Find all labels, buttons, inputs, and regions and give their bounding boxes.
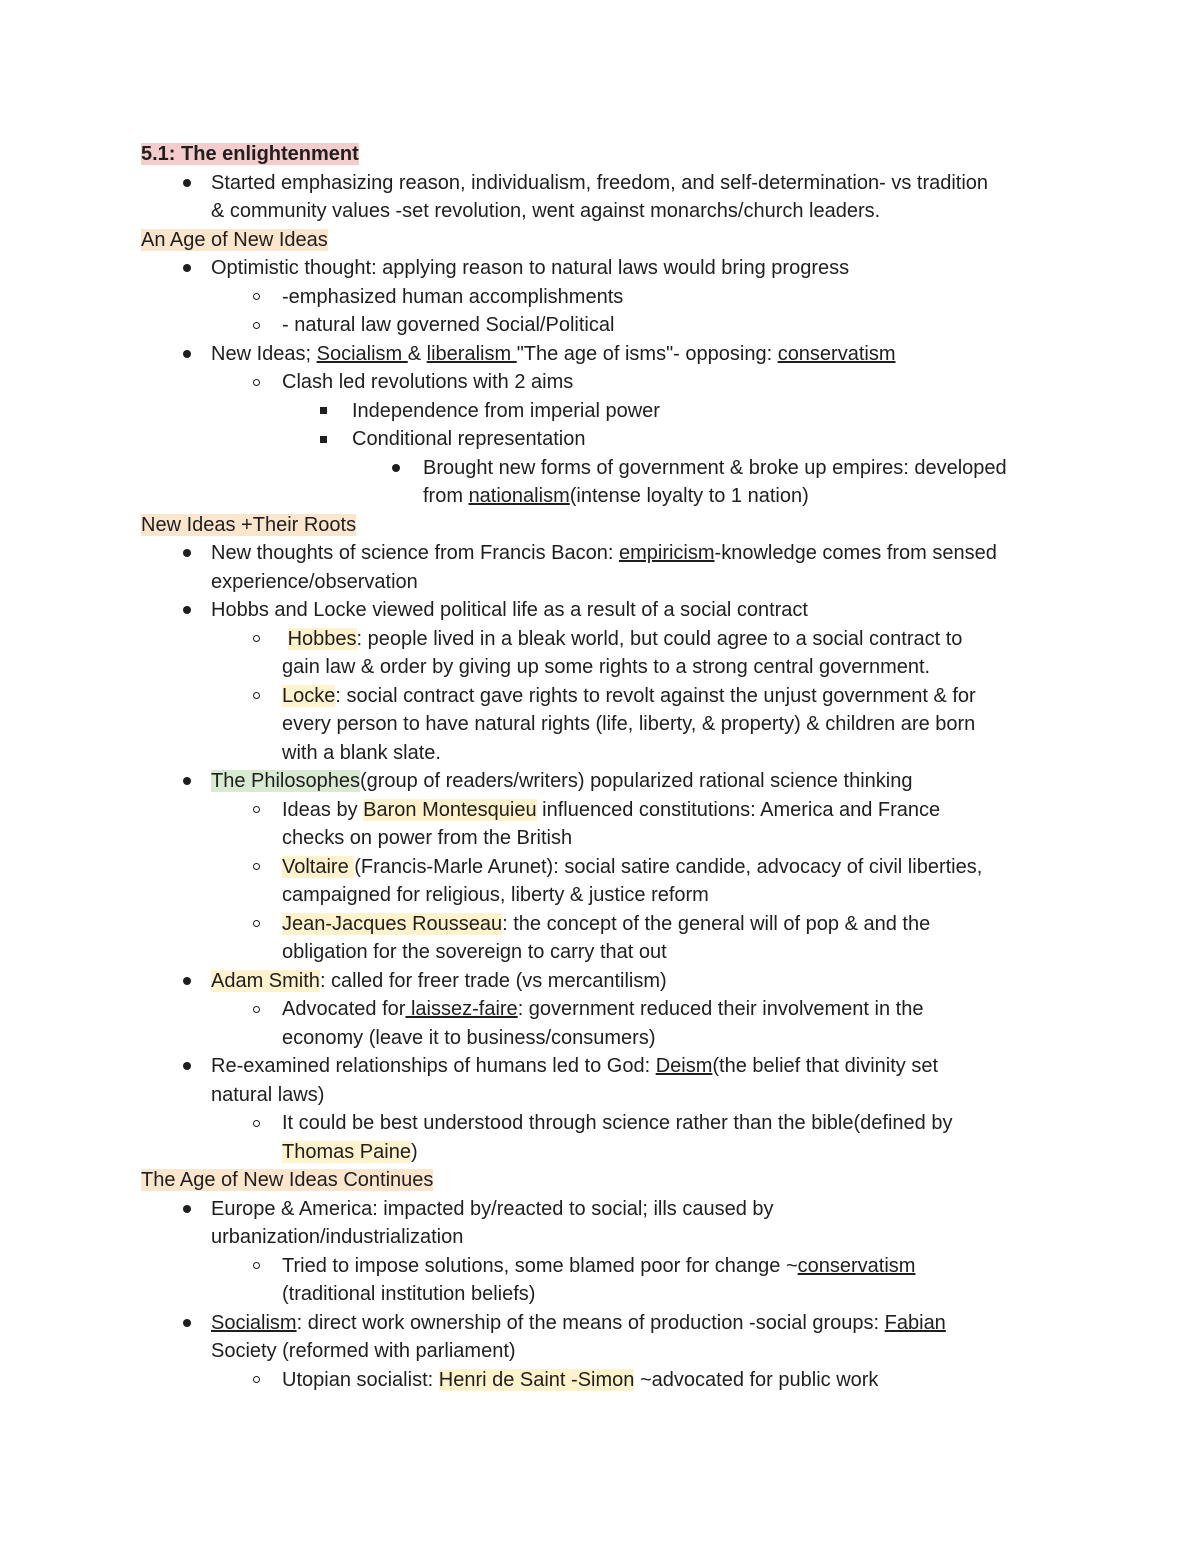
list-text: "The age of isms"- opposing: <box>516 342 778 365</box>
filled-bullet-icon <box>177 1195 197 1224</box>
list-text: obligation for the sovereign to carry that out <box>282 941 667 963</box>
square-bullet-icon <box>313 397 333 426</box>
list-text: ~advocated for public work <box>634 1368 879 1391</box>
term-laissez-faire: laissez-faire <box>405 998 518 1020</box>
list-item <box>141 995 1071 1024</box>
term-liberalism: liberalism <box>426 342 517 365</box>
list-item <box>141 425 1071 454</box>
hollow-bullet-icon <box>246 1109 266 1138</box>
filled-bullet-icon <box>177 340 197 369</box>
list-item <box>141 967 1071 996</box>
filled-bullet-icon <box>177 1309 197 1338</box>
list-text: Advocated for <box>282 998 406 1020</box>
list-text: from <box>423 485 469 507</box>
list-item <box>141 1252 1071 1281</box>
hollow-bullet-icon <box>246 1252 266 1281</box>
subheading-row <box>141 226 1071 255</box>
list-text: ) <box>410 1140 418 1163</box>
list-text: Optimistic thought: applying reason to natural laws would bring progress <box>211 257 850 279</box>
hollow-bullet-icon <box>246 853 266 882</box>
list-item <box>141 454 1071 483</box>
list-text: -emphasized human accomplishments <box>282 285 624 308</box>
list-text: (traditional institution beliefs) <box>282 1283 536 1305</box>
list-item <box>141 625 1071 654</box>
term-conservatism: conservatism <box>777 342 896 365</box>
list-text: experience/observation <box>211 570 418 593</box>
term-nationalism: nationalism <box>468 485 570 507</box>
term-philosophes: The Philosophes <box>211 770 360 792</box>
filled-bullet-icon <box>177 254 197 283</box>
filled-bullet-icon <box>177 539 197 568</box>
filled-bullet-icon <box>177 767 197 796</box>
name-rousseau: Jean-Jacques Rousseau <box>282 912 503 935</box>
list-item <box>141 311 1071 340</box>
list-text: New Ideas; <box>211 342 317 365</box>
list-text: Brought new forms of government & broke up empires: developed <box>423 456 1007 479</box>
list-item-continuation <box>141 1081 1071 1110</box>
list-text: New thoughts of science from Francis Bacon: <box>211 542 619 564</box>
list-text: (group of readers/writers) popularized rational science thinking <box>359 770 913 792</box>
list-text: : social contract gave rights to revolt against the unjust government & for <box>335 684 976 707</box>
term-conservatism: conservatism <box>797 1254 916 1277</box>
section-title-row <box>141 140 1071 169</box>
list-text: economy (leave it to business/consumers) <box>282 1026 656 1049</box>
list-item <box>141 853 1071 882</box>
list-text: Ideas by <box>282 798 364 821</box>
list-text: Conditional representation <box>352 428 586 450</box>
list-text: It could be best understood through science rather than the bible(defined by <box>282 1112 953 1134</box>
list-text: -knowledge comes from sensed <box>714 542 997 564</box>
hollow-bullet-icon <box>246 682 266 711</box>
list-text: gain law & order by giving up some rights to a strong central government. <box>282 656 931 678</box>
term-deism: Deism <box>655 1055 713 1077</box>
hollow-bullet-icon <box>246 995 266 1024</box>
list-item-continuation <box>141 1138 1071 1167</box>
list-item <box>141 682 1071 711</box>
hollow-bullet-icon <box>246 368 266 397</box>
name-montesquieu: Baron Montesquieu <box>363 798 537 821</box>
list-item-continuation <box>141 197 1071 226</box>
list-item <box>141 539 1071 568</box>
list-item-continuation <box>141 824 1071 853</box>
list-item-continuation <box>141 1024 1071 1053</box>
list-item <box>141 767 1071 796</box>
list-text: Tried to impose solutions, some blamed poor for change ~ <box>282 1254 798 1277</box>
list-text: Society (reformed with parliament) <box>211 1340 516 1362</box>
term-socialism: Socialism <box>211 1311 297 1334</box>
filled-bullet-icon <box>177 169 197 198</box>
list-item <box>141 910 1071 939</box>
list-text: (Francis-Marle Arunet): social satire candide, advocacy of civil liberties, <box>354 855 983 878</box>
name-hobbes: Hobbes <box>287 627 357 650</box>
subheading-row <box>141 511 1071 540</box>
list-item <box>141 340 1071 369</box>
filled-bullet-icon <box>177 1052 197 1081</box>
subheading: New Ideas +Their Roots <box>141 513 357 536</box>
list-item <box>141 1109 1071 1138</box>
list-text: Independence from imperial power <box>352 399 660 422</box>
list-item-continuation <box>141 482 1071 511</box>
list-item <box>141 368 1071 397</box>
list-item-continuation <box>141 1223 1071 1252</box>
list-item-continuation <box>141 1337 1071 1366</box>
list-text: Clash led revolutions with 2 aims <box>282 371 574 393</box>
list-text: & <box>407 342 427 365</box>
name-voltaire: Voltaire <box>282 855 355 878</box>
list-item-continuation <box>141 881 1071 910</box>
hollow-bullet-icon <box>246 283 266 312</box>
term-empiricism: empiricism <box>618 542 715 564</box>
list-item <box>141 283 1071 312</box>
section-title: 5.1: The enlightenment <box>141 143 359 165</box>
list-item-continuation <box>141 938 1071 967</box>
list-text: : people lived in a bleak world, but could agree to a social contract to <box>356 627 963 650</box>
hollow-bullet-icon <box>246 910 266 939</box>
list-item <box>141 796 1071 825</box>
name-locke: Locke <box>282 684 336 707</box>
list-text: checks on power from the British <box>282 827 573 849</box>
list-text: every person to have natural rights (life, liberty, & property) & children are born <box>282 713 976 735</box>
list-text: - natural law governed Social/Political <box>282 314 615 336</box>
term-socialism: Socialism <box>316 342 408 365</box>
list-item-continuation <box>141 739 1071 768</box>
hollow-bullet-icon <box>246 1366 266 1395</box>
subheading-row <box>141 1166 1071 1195</box>
list-item-continuation <box>141 568 1071 597</box>
list-text: : the concept of the general will of pop & and the <box>502 912 931 935</box>
subheading: The Age of New Ideas Continues <box>141 1169 434 1191</box>
name-thomas-paine: Thomas Paine <box>282 1140 411 1163</box>
list-text: Hobbs and Locke viewed political life as a result of a social contract <box>211 599 808 621</box>
list-text: campaigned for religious, liberty & justice reform <box>282 884 709 906</box>
list-item <box>141 254 1071 283</box>
list-item-continuation <box>141 1280 1071 1309</box>
list-text: influenced constitutions: America and France <box>536 798 941 821</box>
list-item <box>141 596 1071 625</box>
list-item <box>141 169 1071 198</box>
hollow-bullet-icon <box>246 796 266 825</box>
square-bullet-icon <box>313 425 333 454</box>
list-item-continuation <box>141 710 1071 739</box>
list-text: : government reduced their involvement in the <box>517 998 924 1020</box>
filled-bullet-icon <box>177 967 197 996</box>
filled-bullet-icon <box>386 454 406 483</box>
list-text: natural laws) <box>211 1083 325 1106</box>
subheading: An Age of New Ideas <box>141 228 328 251</box>
list-item <box>141 1052 1071 1081</box>
list-text: (intense loyalty to 1 nation) <box>569 485 809 507</box>
list-text: Re-examined relationships of humans led to God: <box>211 1055 656 1077</box>
term-fabian: Fabian <box>884 1311 946 1334</box>
name-saint-simon: Henri de Saint -Simon <box>438 1368 635 1391</box>
list-text: with a blank slate. <box>282 741 441 764</box>
list-item <box>141 1195 1071 1224</box>
hollow-bullet-icon <box>246 625 266 654</box>
list-text: Started emphasizing reason, individualism, freedom, and self-determination- vs tradition <box>211 171 989 194</box>
list-item <box>141 1366 1071 1395</box>
hollow-bullet-icon <box>246 311 266 340</box>
list-text: : direct work ownership of the means of production -social groups: <box>296 1311 885 1334</box>
list-text: Utopian socialist: <box>282 1368 439 1391</box>
list-item-continuation <box>141 653 1071 682</box>
list-item <box>141 1309 1071 1338</box>
list-text: urbanization/industrialization <box>211 1226 464 1248</box>
list-text: & community values -set revolution, went against monarchs/church leaders. <box>211 200 881 222</box>
list-text: Europe & America: impacted by/reacted to social; ills caused by <box>211 1197 774 1220</box>
document-body <box>141 140 1071 1394</box>
list-text: : called for freer trade (vs mercantilism) <box>319 969 667 992</box>
list-item <box>141 397 1071 426</box>
list-text: (the belief that divinity set <box>712 1055 939 1077</box>
name-adam-smith: Adam Smith <box>211 969 320 992</box>
filled-bullet-icon <box>177 596 197 625</box>
